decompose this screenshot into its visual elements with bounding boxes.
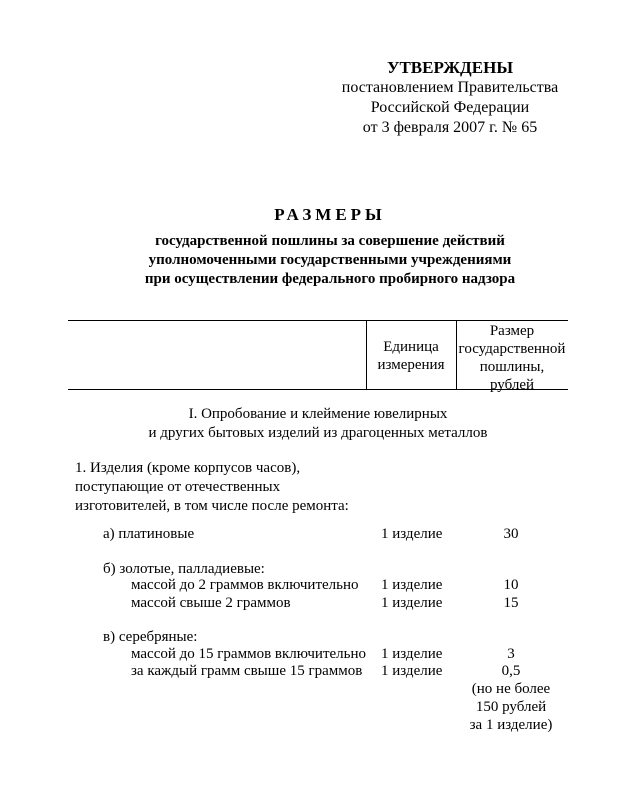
subtitle-line: уполномоченными государственными учреждениями [148, 252, 512, 268]
approval-line: Российской Федерации [370, 99, 530, 116]
fee-column-header [456, 322, 568, 394]
document-subtitle [60, 232, 600, 289]
row-unit: 1 изделие [381, 663, 443, 679]
approval-heading: УТВЕРЖДЕНЫ [386, 58, 514, 77]
row-unit: 1 изделие [381, 577, 443, 593]
row-label: а) платиновые [103, 526, 195, 542]
item-line: поступающие от отечественных [75, 479, 281, 495]
subtitle-line: государственной пошлины за совершение действий [155, 233, 505, 249]
row-fee: 30 [503, 526, 519, 542]
document-title: РАЗМЕРЫ [274, 205, 386, 224]
item-line: 1. Изделия (кроме корпусов часов), [75, 460, 301, 476]
header-text: пошлины, [479, 359, 545, 375]
header-text: рублей [489, 377, 535, 393]
header-text: Размер [489, 323, 535, 339]
approval-line: постановлением Правительства [341, 79, 559, 96]
row-label: массой до 15 граммов включительно [131, 646, 367, 662]
row-unit: 1 изделие [381, 526, 443, 542]
row-label: в) серебряные: [103, 629, 198, 645]
unit-column-header [366, 338, 456, 374]
approval-block [320, 58, 580, 138]
row-label: массой свыше 2 граммов [131, 595, 291, 611]
item-1-text [75, 459, 349, 516]
section-heading [68, 405, 568, 443]
header-text: измерения [377, 357, 445, 373]
row-fee-note: за 1 изделие) [469, 717, 553, 733]
row-unit: 1 изделие [381, 646, 443, 662]
section-line: I. Опробование и клеймение ювелирных [188, 406, 448, 422]
row-label: массой до 2 граммов включительно [131, 577, 359, 593]
row-fee-note: 150 рублей [475, 699, 547, 715]
row-fee: 3 [507, 646, 515, 662]
table-top-rule [68, 320, 568, 321]
row-fee: 15 [503, 595, 519, 611]
row-fee-note: (но не более [471, 681, 551, 697]
row-fee: 0,5 [501, 663, 521, 679]
section-line: и других бытовых изделий из драгоценных металлов [148, 425, 488, 441]
subtitle-line: при осуществлении федерального пробирного надзора [144, 271, 516, 287]
item-line: изготовителей, в том числе после ремонта: [75, 498, 349, 514]
header-text: государственной [458, 341, 566, 357]
row-fee: 10 [503, 577, 519, 593]
header-text: Единица [383, 339, 439, 355]
approval-line: от 3 февраля 2007 г. № 65 [362, 119, 538, 136]
row-label: б) золотые, палладиевые: [103, 561, 265, 577]
row-unit: 1 изделие [381, 595, 443, 611]
row-label: за каждый грамм свыше 15 граммов [131, 663, 363, 679]
